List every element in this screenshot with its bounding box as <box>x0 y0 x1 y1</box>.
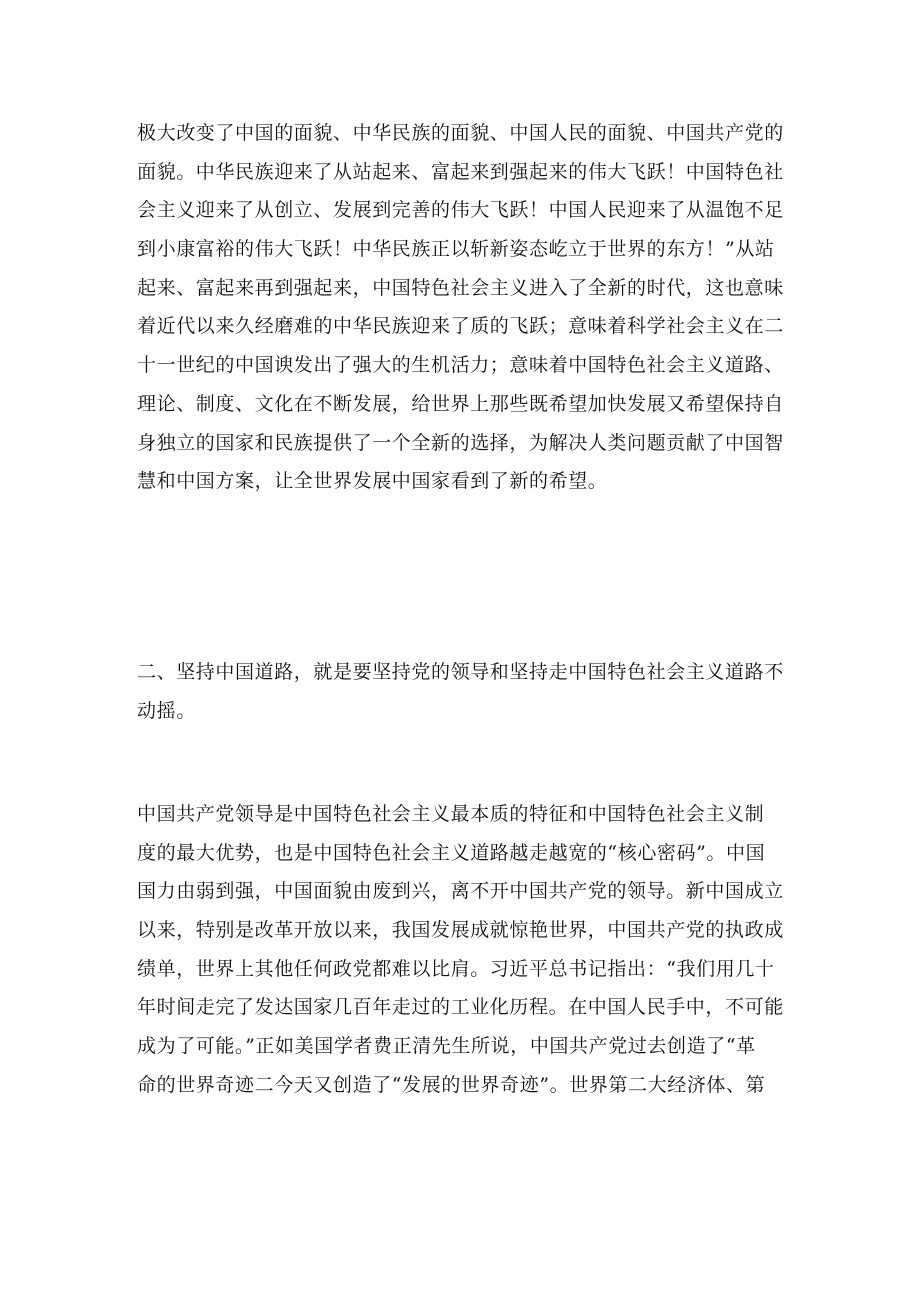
section-heading-2 <box>137 653 792 730</box>
text-line: 以来，特别是改革开放以来，我国发展成就惊艳世界，中国共产党的执政成 <box>137 919 784 942</box>
text-line: 命的世界奇迹二今天又创造了“发展的世界奇迹”。世界第二大经济体、第 <box>137 1073 766 1096</box>
text-line: 极大改变了中国的面貌、中华民族的面貌、中国人民的面貌、中国共产党的 <box>137 122 784 144</box>
text-line: 起来、富起来再到强起来，中国特色社会主义进入了全新的时代，这也意味 <box>137 276 784 299</box>
text-line: 度的最大优势，也是中国特色社会主义道路越走越宽的“核心密码”。中国 <box>137 841 766 864</box>
text-line: 着近代以来久经磨难的中华民族迎来了质的飞跃；意味着科学社会主义在二 <box>137 315 784 338</box>
text-line: 慧和中国方案，让全世界发展中国家看到了新的希望。 <box>137 470 608 493</box>
text-line: 身独立的国家和民族提供了一个全新的选择，为解决人类问题贡献了中国智 <box>137 431 784 454</box>
text-line: 年时间走完了发达国家几百年走过的工业化历程。在中国人民手中，不可能 <box>137 996 784 1019</box>
text-line: 到小康富裕的伟大飞跃！中华民族正以斩新姿态屹立于世界的东方！”从站 <box>137 238 775 261</box>
text-line: 理论、制度、文化在不断发展，给世界上那些既希望加快发展又希望保持自 <box>137 392 784 415</box>
text-line: 会主义迎来了从创立、发展到完善的伟大飞跃！中国人民迎来了从温饱不足 <box>137 199 784 222</box>
text-line: 面貌。中华民族迎来了从站起来、富起来到强起来的伟大飞跃！中国特色社 <box>137 160 784 183</box>
paragraph-3 <box>137 795 792 1105</box>
text-line: 十一世纪的中国谀发出了强大的生机活力；意味着中国特色社会主义道路、 <box>137 354 784 377</box>
text-line: 国力由弱到强，中国面貌由废到兴，离不开中国共产党的领导。新中国成立 <box>137 880 784 903</box>
heading-line: 动摇。 <box>137 699 196 722</box>
heading-line: 二、坚持中国道路，就是要坚持党的领导和坚持走中国特色社会主义道路不 <box>137 661 784 683</box>
text-line: 成为了可能。”正如美国学者费正清先生所说，中国共产党过去创造了“革 <box>137 1035 756 1058</box>
paragraph-1 <box>137 114 792 501</box>
text-line: 中国共产党领导是中国特色社会主义最本质的特征和中国特色社会主义制 <box>137 803 765 825</box>
text-line: 绩单，世界上其他任何政党都难以比肩。习近平总书记指出：“我们用几十 <box>137 957 775 980</box>
